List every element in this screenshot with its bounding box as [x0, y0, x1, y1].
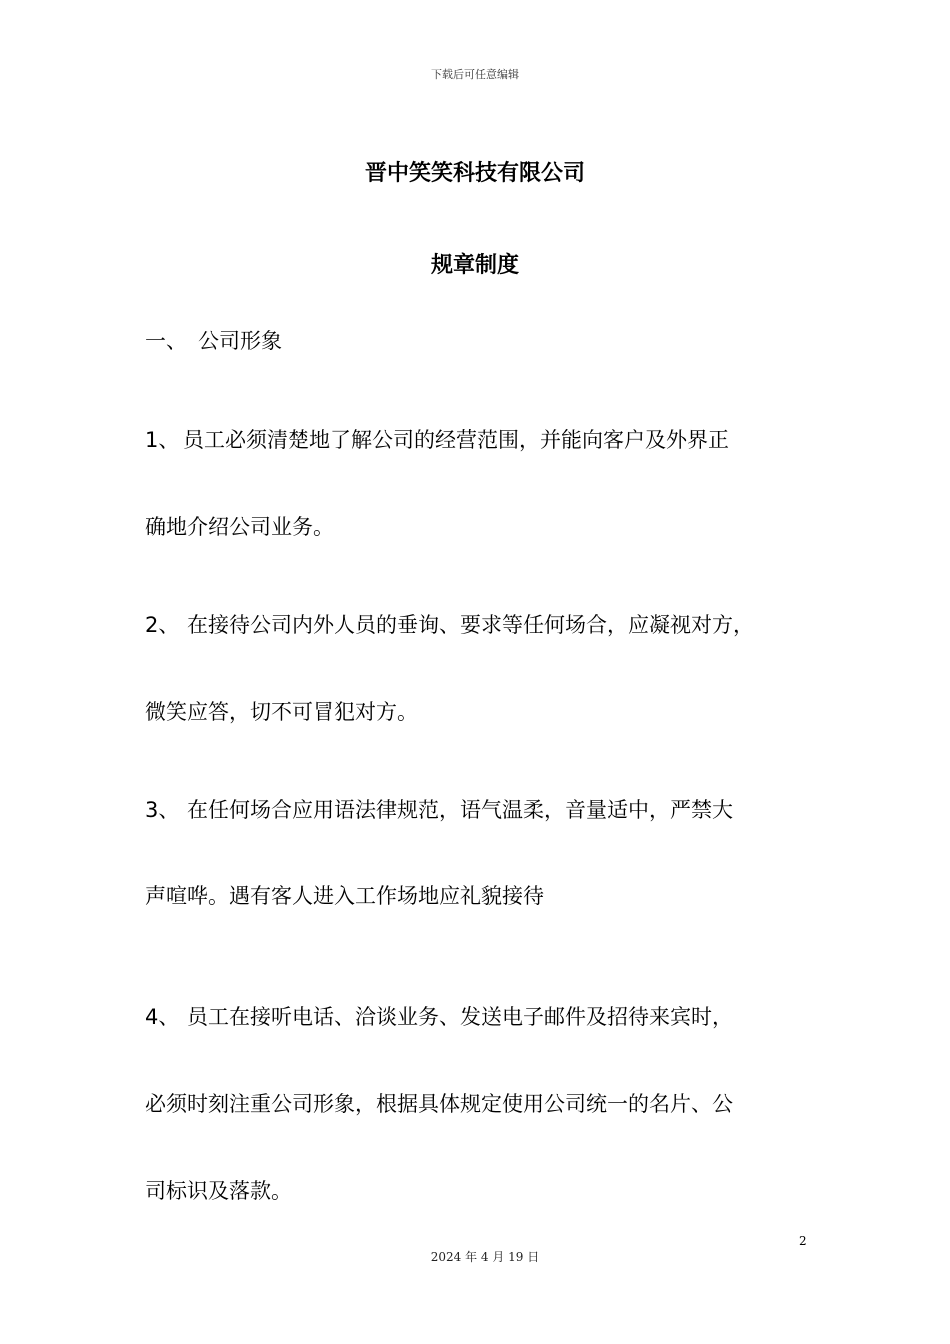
item-4-line-3: 司标识及落款。	[145, 1179, 292, 1203]
document-title: 规章制度	[430, 253, 519, 278]
item-1-line-2: 确地介绍公司业务。	[145, 515, 334, 539]
item-number: 1、	[145, 428, 180, 452]
footer-date: 2024 年 4 月 19 日	[430, 1250, 540, 1264]
item-2-line-1	[145, 609, 754, 639]
item-2-line-2: 微笑应答，切不可冒犯对方。	[145, 700, 418, 724]
section-number: 一、	[145, 329, 187, 353]
item-3-line-2: 声喧哗。遇有客人进入工作场地应礼貌接待	[145, 884, 544, 908]
page-number: 2	[799, 1234, 807, 1248]
item-text: 在任何场合应用语法律规范，语气温柔，音量适中，严禁大	[187, 798, 733, 822]
header-note: 下载后可任意编辑	[431, 68, 519, 81]
item-text: 员工必须清楚地了解公司的经营范围，并能向客户及外界正	[183, 428, 729, 452]
item-number: 3、	[145, 798, 180, 822]
item-3-line-1	[145, 794, 733, 824]
item-1-line-1	[145, 424, 729, 454]
item-text: 在接待公司内外人员的垂询、要求等任何场合，应凝视对方，	[187, 613, 754, 637]
item-number: 2、	[145, 613, 180, 637]
item-4-line-2: 必须时刻注重公司形象，根据具体规定使用公司统一的名片、公	[145, 1092, 733, 1116]
item-4-line-1	[145, 1001, 733, 1031]
item-text: 员工在接听电话、洽谈业务、发送电子邮件及招待来宾时，	[187, 1005, 733, 1029]
item-number: 4、	[145, 1005, 180, 1029]
section-title: 公司形象	[198, 329, 282, 353]
section-heading	[145, 325, 282, 355]
company-title: 晋中笑笑科技有限公司	[364, 161, 585, 186]
